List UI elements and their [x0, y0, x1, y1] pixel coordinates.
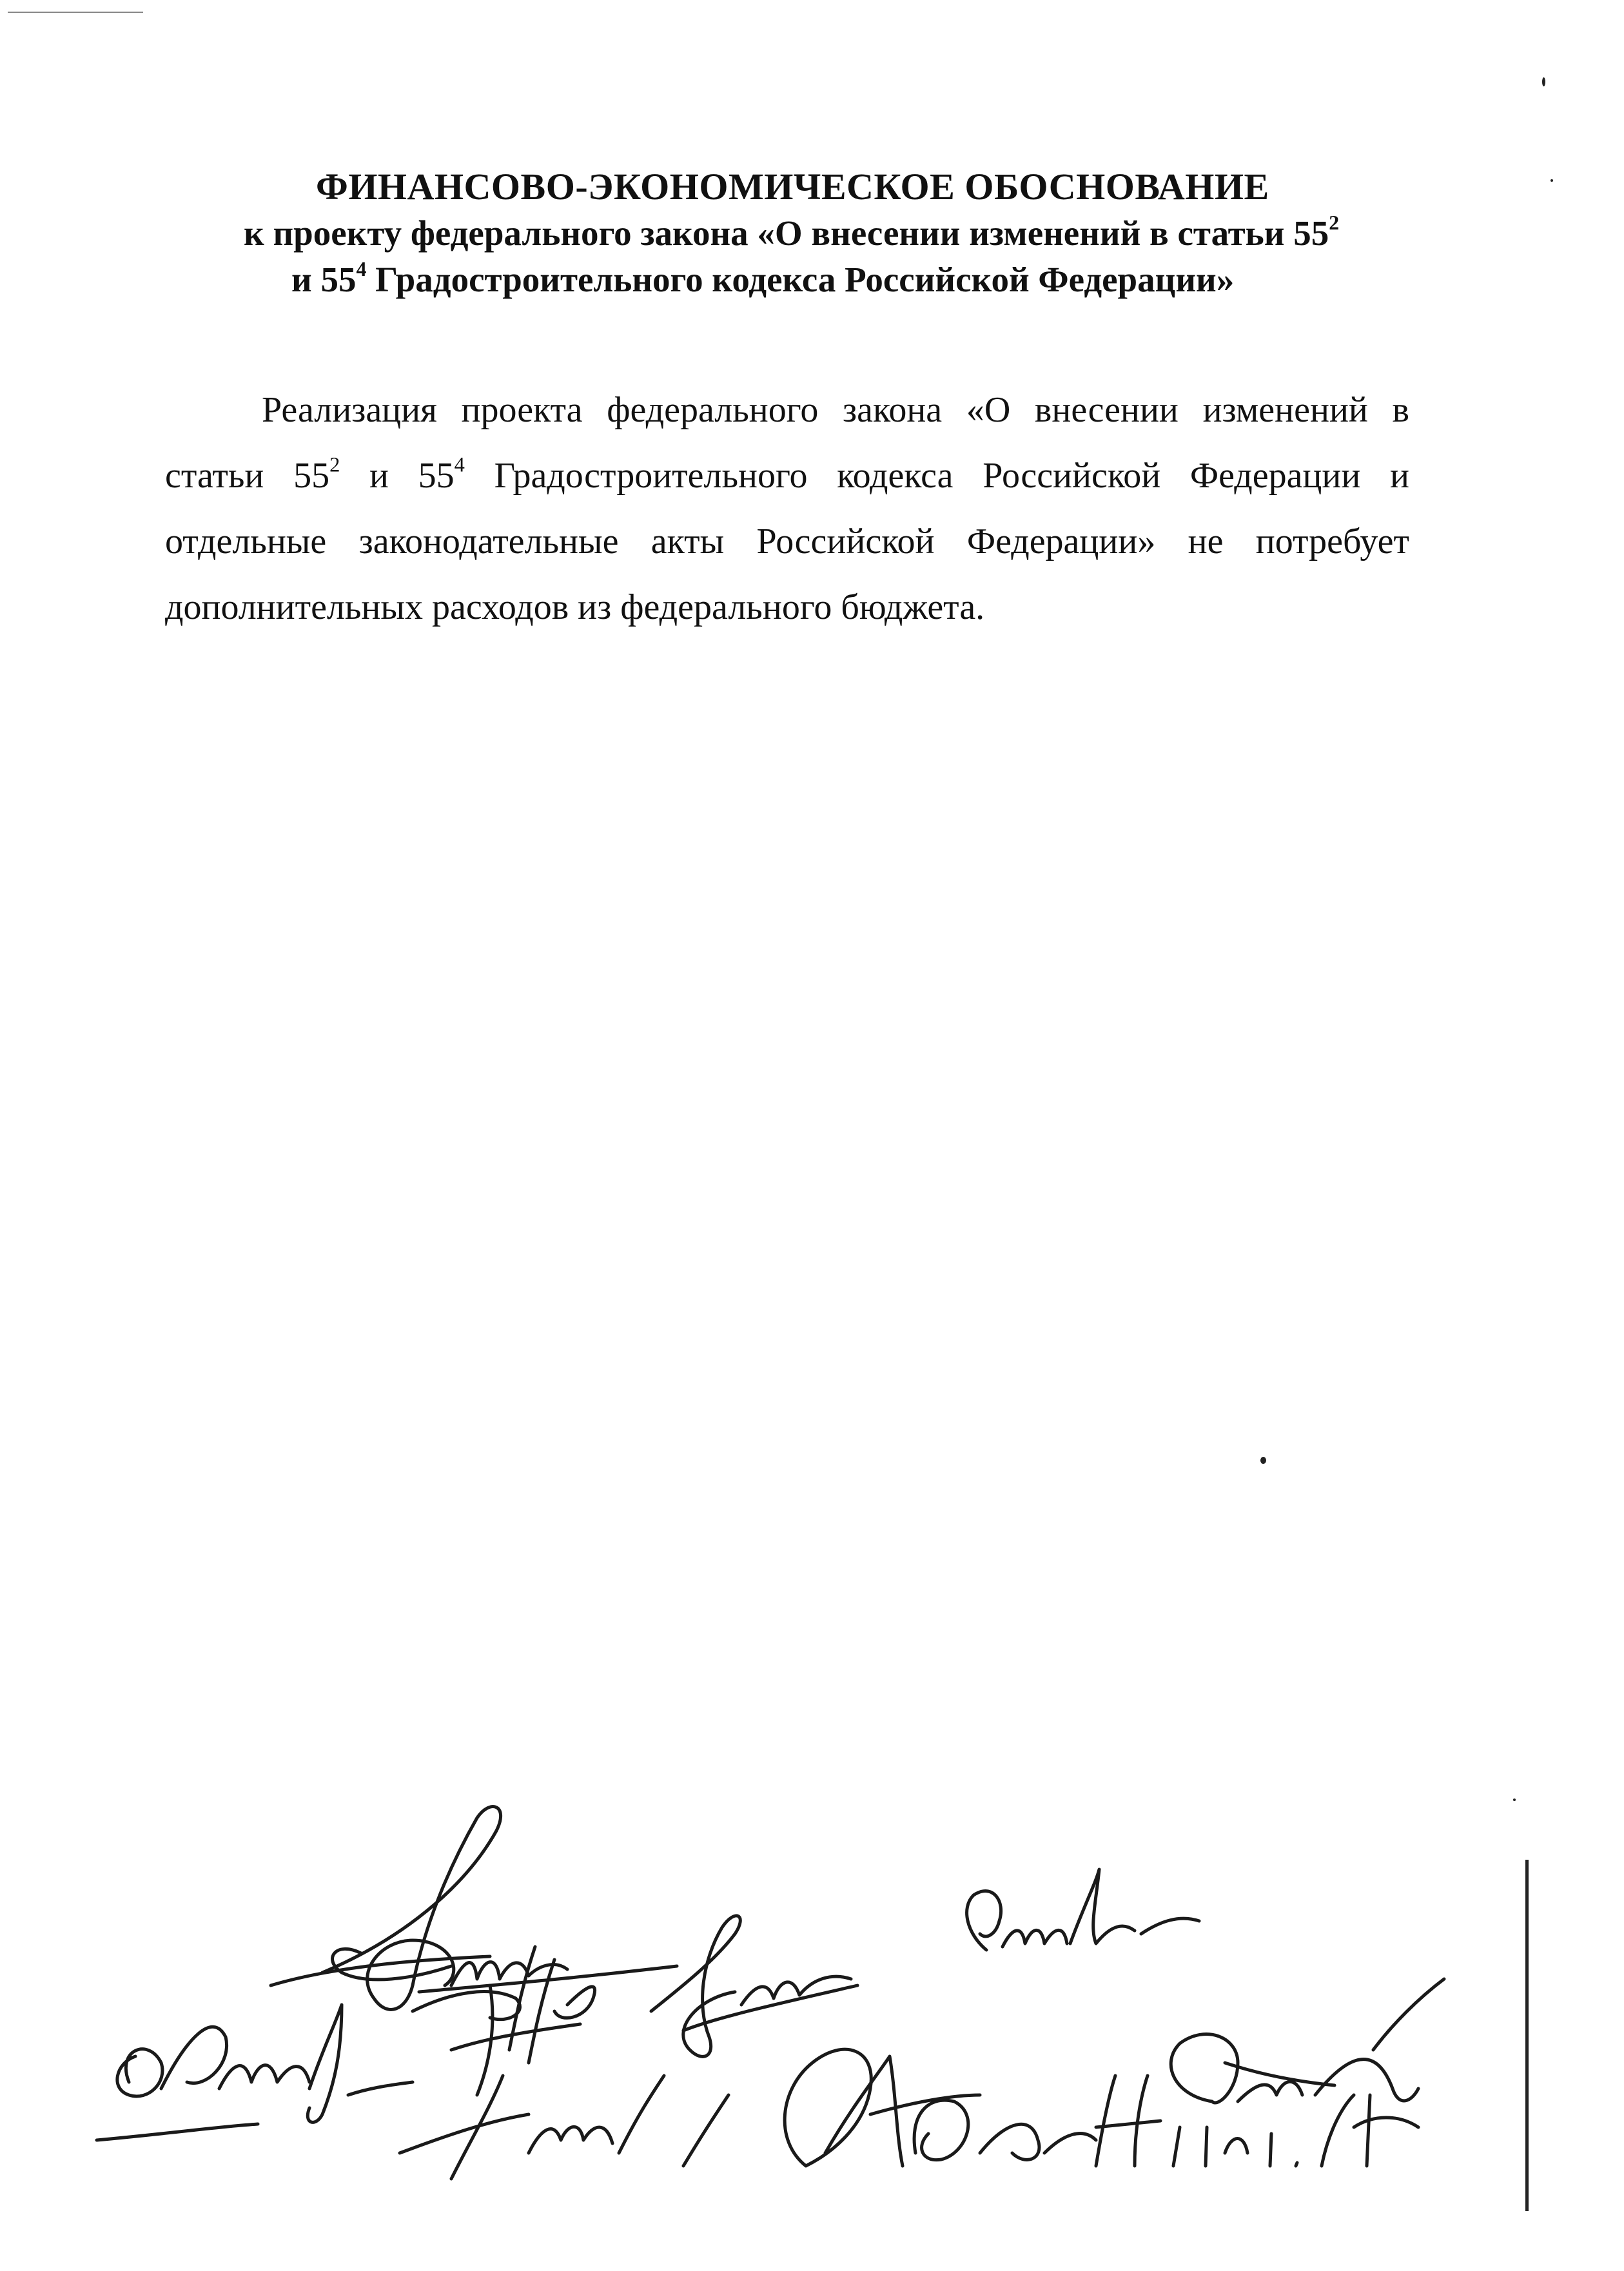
scan-speck [1260, 1457, 1266, 1464]
signature-8 [1171, 1979, 1444, 2127]
signature-3 [651, 1916, 857, 2057]
scan-artifact-line [8, 12, 143, 13]
signature-2 [967, 1869, 1199, 1950]
scan-speck [1551, 179, 1553, 182]
body-superscript-4: 4 [454, 453, 465, 477]
title-superscript-4: 4 [356, 258, 367, 281]
signature-6 [400, 2076, 729, 2179]
scan-speck [1542, 77, 1545, 86]
signature-1 [271, 1807, 677, 2010]
body-superscript-2: 2 [329, 453, 340, 477]
signature-4 [97, 2005, 413, 2140]
title-subline-1-text: к проекту федерального закона «О внесении изменений в статьи 55 [244, 213, 1329, 253]
body-text-part-3: Градостроительного кодекса Российской Федерации и отдельные законодательные акты Российской Федерации» не потребует дополнительных расходов из федерального бюджета. [165, 456, 1409, 627]
body-text-part-1: Реализация проекта федерального закона «О внесении изменений в статьи 55 [165, 390, 1409, 496]
signature-7 [785, 2049, 1370, 2166]
title-superscript-2: 2 [1329, 211, 1340, 235]
title-subline-2-prefix: и 55 [291, 260, 357, 299]
body-paragraph [165, 377, 1409, 640]
title-subline-1 [244, 211, 1339, 256]
title-subline-2-text: Градостроительного кодекса Российской Федерации» [366, 260, 1235, 299]
title-main: ФИНАНСОВО-ЭКОНОМИЧЕСКОЕ ОБОСНОВАНИЕ [316, 166, 1269, 208]
title-subline-2 [291, 257, 1234, 302]
body-text-part-2: и 55 [340, 456, 455, 496]
signatures-icon [0, 1792, 1624, 2243]
